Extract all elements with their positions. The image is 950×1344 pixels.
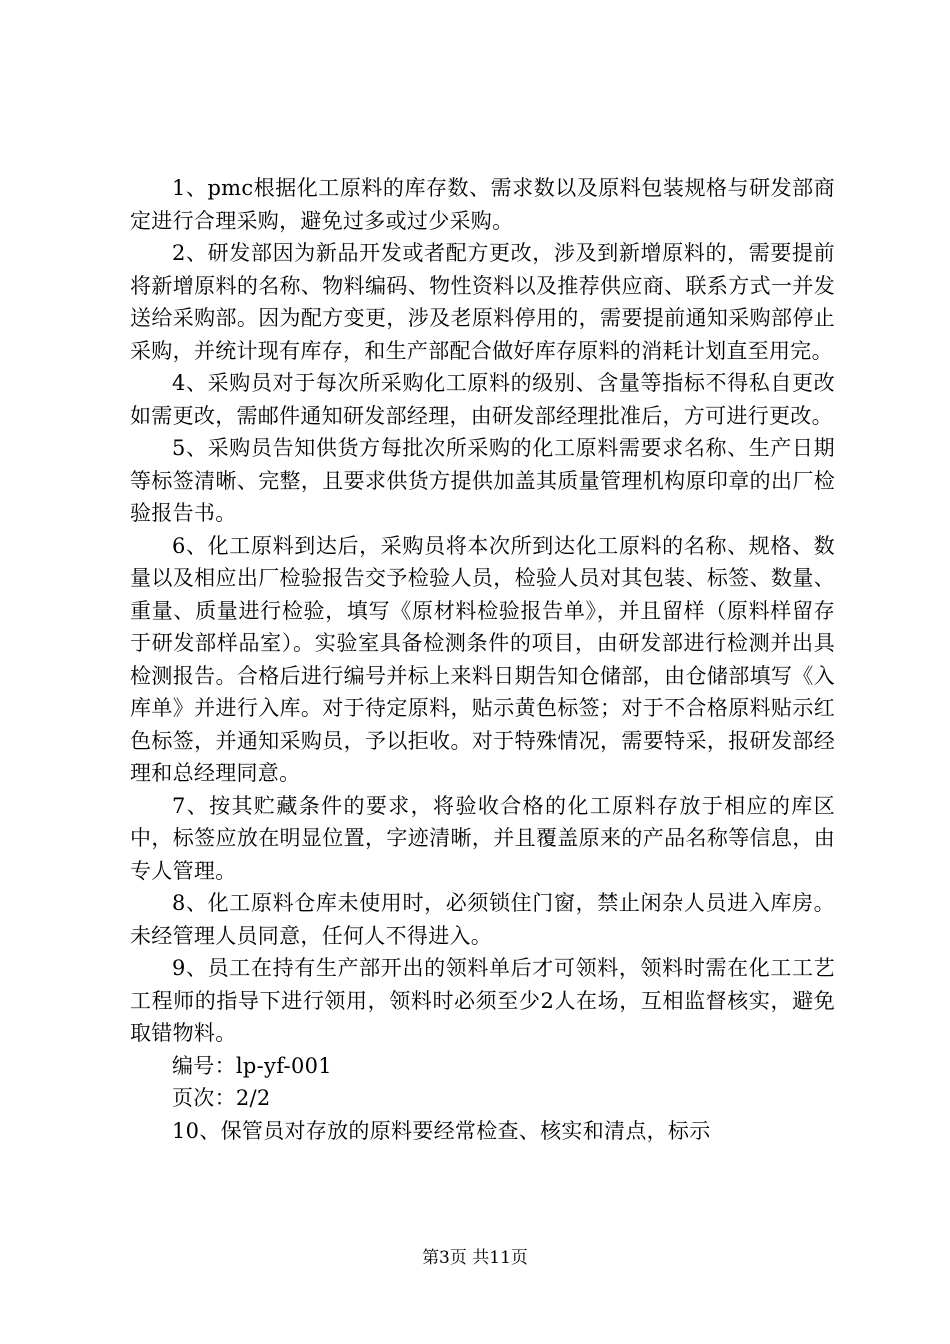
- paragraph-4: 4、采购员对于每次所采购化工原料的级别、含量等指标不得私自更改如需更改，需邮件通知研发部经理，由研发部经理批准后，方可进行更改。: [130, 371, 835, 428]
- paragraph-2: 2、研发部因为新品开发或者配方更改，涉及到新增原料的，需要提前将新增原料的名称、物料编码、物性资料以及推荐供应商、联系方式一并发送给采购部。因为配方变更，涉及老原料停用的，需要提前通知采购部停止采购，并统计现有库存，和生产部配合做好库存原料的消耗计划直至用完。: [130, 241, 835, 363]
- paragraph-8: 8、化工原料仓库未使用时，必须锁住门窗，禁止闲杂人员进入库房。未经管理人员同意，任何人不得进入。: [130, 891, 835, 948]
- document-number: 编号：lp-yf-001: [172, 1053, 332, 1078]
- paragraph-9: 9、员工在持有生产部开出的领料单后才可领料，领料时需在化工工艺工程师的指导下进行领用，领料时必须至少2人在场，互相监督核实，避免取错物料。: [130, 956, 835, 1045]
- paragraph-10: 10、保管员对存放的原料要经常检查、核实和清点，标示: [172, 1118, 711, 1143]
- page-footer: 第3页 共11页: [422, 1248, 528, 1268]
- document-body: [130, 172, 835, 1147]
- paragraph-5: 5、采购员告知供货方每批次所采购的化工原料需要求名称、生产日期等标签清晰、完整，且要求供货方提供加盖其质量管理机构原印章的出厂检验报告书。: [130, 436, 835, 525]
- paragraph-6: 6、化工原料到达后，采购员将本次所到达化工原料的名称、规格、数量以及相应出厂检验报告交予检验人员，检验人员对其包装、标签、数量、重量、质量进行检验，填写《原材料检验报告单》，并且留样（原料样留存于研发部样品室）。实验室具备检测条件的项目，由研发部进行检测并出具检测报告。合格后进行编号并标上来料日期告知仓储部，由仓储部填写《入库单》并进行入库。对于待定原料，贴示黄色标签；对于不合格原料贴示红色标签，并通知采购员，予以拒收。对于特殊情况，需要特采，报研发部经理和总经理同意。: [130, 533, 835, 785]
- page-count: 页次：2/2: [172, 1086, 271, 1110]
- paragraph-7: 7、按其贮藏条件的要求，将验收合格的化工原料存放于相应的库区中，标签应放在明显位置，字迹清晰，并且覆盖原来的产品名称等信息，由专人管理。: [130, 793, 835, 883]
- paragraph-1: 1、pmc根据化工原料的库存数、需求数以及原料包装规格与研发部商定进行合理采购，避免过多或过少采购。: [130, 176, 835, 233]
